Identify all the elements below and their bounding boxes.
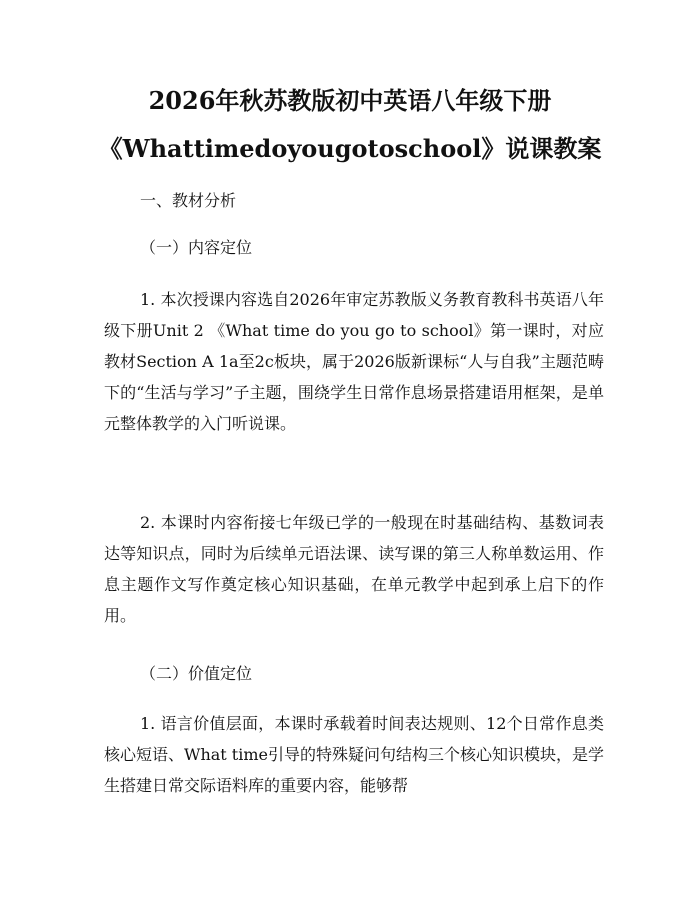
paragraph-content-positioning-2: 2. 本课时内容衔接七年级已学的一般现在时基础结构、基数词表达等知识点，同时为后续单元语法课、读写课的第三人称单数运用、作息主题作文写作奠定核心知识基础，在单元教学中起到承上启下的作用。 (104, 513, 604, 625)
paragraph-value-positioning-1: 1. 语言价值层面，本课时承载着时间表达规则、12个日常作息类核心短语、What time引导的特殊疑问句结构三个核心知识模块，是学生搭建日常交际语料库的重要内容，能够帮 (104, 714, 604, 795)
paragraph-content-positioning-1: 1. 本次授课内容选自2026年审定苏教版义务教育教科书英语八年级下册Unit 2 《What time do you go to school》第一课时，对应教材Section A 1a至2c板块，属于2026版新课标“人与自我”主题范畴下的“生活与学习”子主题，围绕学生日常作息场景搭建语用框架，是单元整体教学的入门听说课。 (104, 290, 604, 433)
document-title-line-1: 2026年秋苏教版初中英语八年级下册 (148, 86, 552, 115)
subsection-heading-value-positioning: （二）价值定位 (140, 664, 253, 683)
section-heading-textbook-analysis: 一、教材分析 (140, 191, 237, 210)
document-title-line-2: 《Whattimedoyougotoschool》说课教案 (98, 134, 602, 163)
subsection-heading-content-positioning: （一）内容定位 (140, 238, 253, 257)
